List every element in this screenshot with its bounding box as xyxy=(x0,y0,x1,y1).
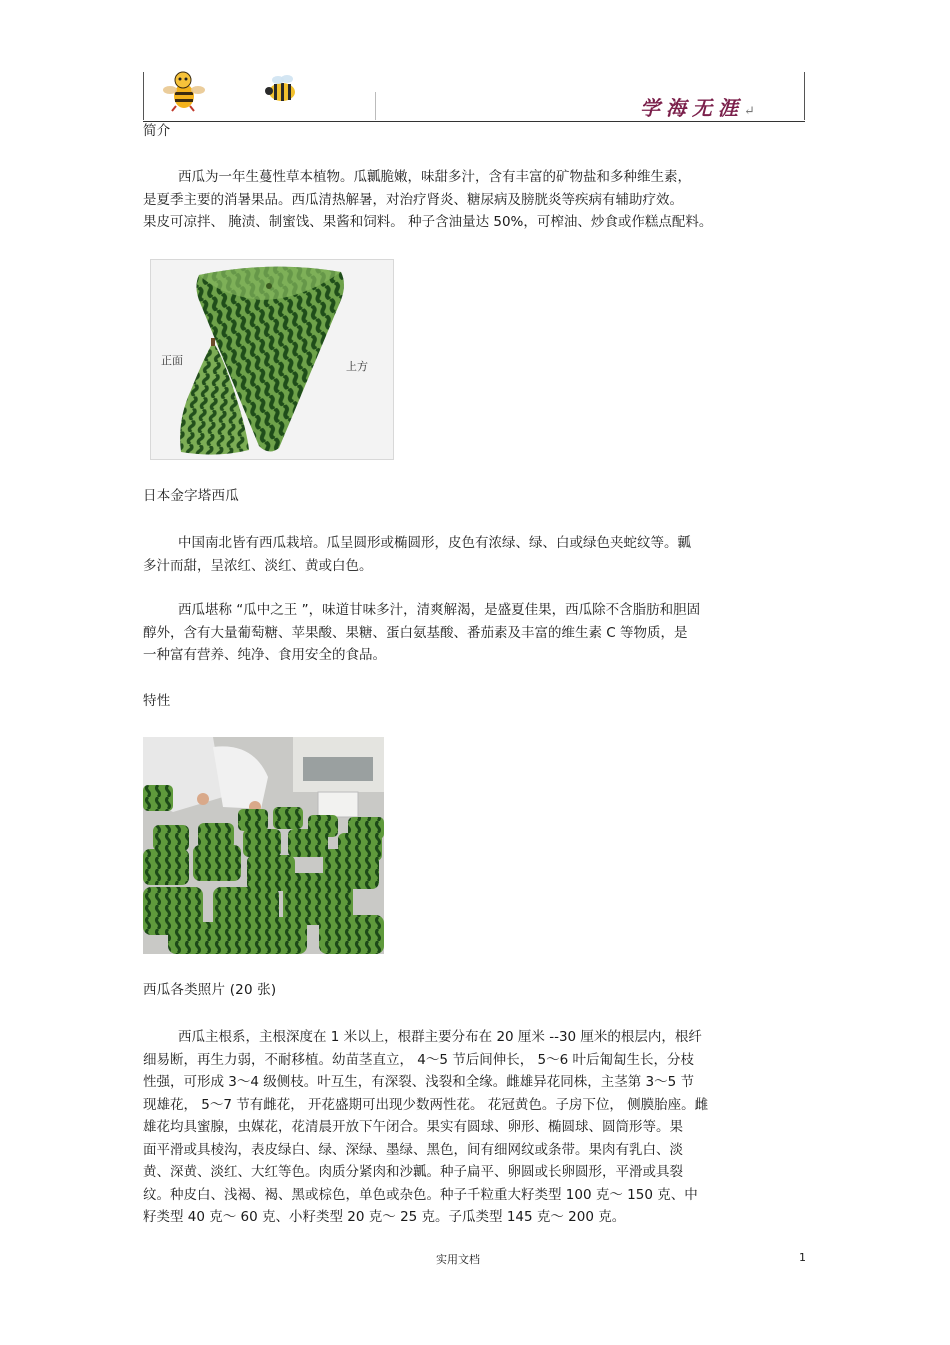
square-watermelon-image xyxy=(143,737,384,954)
intro-line: 是夏季主要的消暑果品。西瓜清热解暑，对治疗肾炎、糖尿病及膀胱炎等疾病有辅助疗效。 xyxy=(143,191,683,208)
bee-small-icon xyxy=(262,74,300,104)
intro-paragraph xyxy=(143,166,808,234)
footer-label: 实用文档 xyxy=(436,1253,480,1266)
image2-caption: 西瓜各类照片 (20 张) xyxy=(143,982,277,998)
king-line: 一种富有营养、纯净、食用安全的食品。 xyxy=(143,647,386,663)
cultivation-line: 中国南北皆有西瓜栽培。瓜呈圆形或椭圆形，皮色有浓绿、绿、白或绿色夹蛇纹等。瓤 xyxy=(178,535,691,551)
botany-line: 黄、深黄、淡红、大红等色。肉质分紧肉和沙瓤。种子扁平、卵圆或长卵圆形，平滑或具裂 xyxy=(143,1164,683,1180)
botany-line: 现雄花， 5～7 节有雌花， 开花盛期可出现少数两性花。 花冠黄色。子房下位， 侧膜胎座。雌 xyxy=(143,1096,709,1113)
header-mid-rule xyxy=(375,92,376,120)
top-label: 上方 xyxy=(346,360,368,373)
botany-line: 西瓜主根系，主根深度在 1 米以上，根群主要分布在 20 厘米 --30 厘米的根层内，根纤 xyxy=(178,1029,702,1045)
header-right-rule xyxy=(804,72,805,120)
paragraph-cultivation xyxy=(143,532,808,577)
front-label: 正面 xyxy=(161,354,183,367)
intro-line: 果皮可凉拌、 腌渍、制蜜饯、果酱和饲料。 种子含油量达 50%，可榨油、炒食或作糕点配料。 xyxy=(143,214,713,230)
brand-title xyxy=(640,92,755,121)
botany-line: 面平滑或具棱沟，表皮绿白、绿、深绿、墨绿、黑色，间有细网纹或条带。果肉有乳白、淡 xyxy=(143,1141,683,1158)
intro-heading: 简介 xyxy=(143,123,171,139)
header-bottom-rule xyxy=(143,121,805,122)
botany-line: 纹。种皮白、浅褐、褐、黑或棕色，单色或杂色。种子千粒重大籽类型 100 克～ 150 克、中 xyxy=(143,1186,698,1203)
botany-line: 雄花均具蜜腺，虫媒花，花清晨开放下午闭合。果实有圆球、卵形、椭圆球、圆筒形等。果 xyxy=(143,1119,683,1135)
page-number: 1 xyxy=(799,1251,806,1264)
image1-caption: 日本金字塔西瓜 xyxy=(143,488,239,504)
bee-logo-icon xyxy=(160,70,208,112)
botany-line: 性强，可形成 3～4 级侧枝。叶互生，有深裂、浅裂和全缘。雌雄异花同株，主茎第 3～5 节 xyxy=(143,1074,695,1090)
king-line: 西瓜堪称 “瓜中之王 ”，味道甘味多汁，清爽解渴，是盛夏佳果，西瓜除不含脂肪和胆固 xyxy=(178,602,701,618)
botany-line: 细易断，再生力弱，不耐移植。幼苗茎直立， 4～5 节后间伸长， 5～6 叶后匍匐生长，分枝 xyxy=(143,1051,695,1068)
traits-heading: 特性 xyxy=(143,693,171,709)
botany-line: 籽类型 40 克～ 60 克、小籽类型 20 克～ 25 克。子瓜类型 145 克～ 200 克。 xyxy=(143,1209,626,1225)
header-left-rule xyxy=(143,72,144,120)
pyramid-watermelon-image xyxy=(150,259,394,460)
paragraph-king-of-melons xyxy=(143,599,808,667)
brand-text: 学海无涯 xyxy=(640,96,744,120)
return-mark-icon: ↵ xyxy=(744,104,755,119)
intro-line: 西瓜为一年生蔓性草本植物。瓜瓤脆嫩，味甜多汁，含有丰富的矿物盐和多种维生素， xyxy=(178,169,691,185)
paragraph-botany xyxy=(143,1026,808,1229)
king-line: 醇外，含有大量葡萄糖、苹果酸、果糖、蛋白氨基酸、番茄素及丰富的维生素 C 等物质，是 xyxy=(143,624,688,641)
cultivation-line: 多汁而甜，呈浓红、淡红、黄或白色。 xyxy=(143,557,373,574)
square-watermelon-illustration xyxy=(143,737,384,954)
